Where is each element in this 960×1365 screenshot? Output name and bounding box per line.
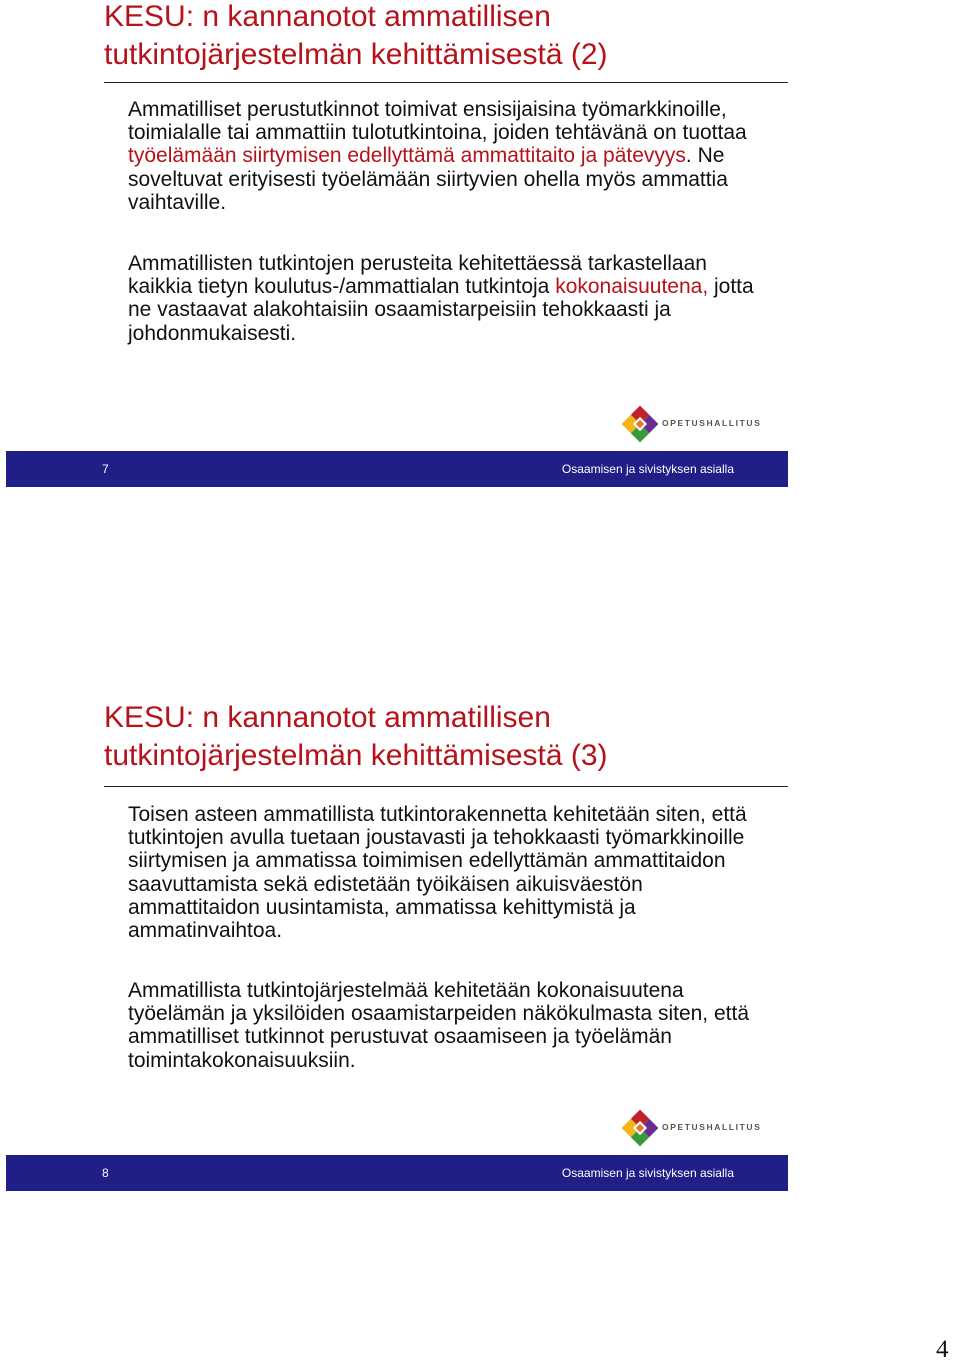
slide-7 <box>0 0 800 500</box>
opetushallitus-logo <box>620 1108 762 1152</box>
slide-footer <box>6 451 788 487</box>
title-divider <box>104 786 788 787</box>
footer-slogan: Osaamisen ja sivistyksen asialla <box>561 462 734 476</box>
highlight-text: kokonaisuutena, <box>555 275 709 299</box>
opetushallitus-diamond-icon <box>620 404 660 444</box>
paragraph-1: Toisen asteen ammatillista tutkintorakennetta kehitetään siten, että tutkintojen avulla tuetaan joustavasti ja tehokkaasti työmarkkinoille siirtymisen ja ammatissa toimimisen edellyttämän ammattitaidon saavuttamista sekä edistetään työikäisen aikuisväestön ammattitaidon uusintamista, ammatissa kehittymistä ja ammatinvaihtoa. <box>128 803 747 943</box>
paragraph-1: Ammatilliset perustutkinnot toimivat ensisijaisina työmarkkinoille, toimialalle tai ammattiin tulotutkintoina, joiden tehtävänä on tuottaa työelämään siirtymisen edellyttämä ammattitaito ja pätevyys. Ne soveltuvat erityisesti työelämään siirtyvien ohella myös ammattia vaihtaville. <box>128 98 747 214</box>
slide-title <box>104 0 794 74</box>
slide-number: 8 <box>102 1166 109 1180</box>
title-line-1: KESU: n kannanotot ammatillisen <box>104 0 551 33</box>
page-number: 4 <box>936 1336 949 1363</box>
highlight-text: työelämään siirtymisen edellyttämä ammattitaito ja pätevyys <box>128 144 686 168</box>
title-line-2: tutkintojärjestelmän kehittämisestä (3) <box>104 739 608 772</box>
slide-8 <box>0 702 800 1202</box>
logo-wordmark: OPETUSHALLITUS <box>662 418 762 428</box>
paragraph-2: Ammatillisten tutkintojen perusteita kehitettäessä tarkastellaan kaikkia tietyn koulutus-/ammattialan tutkintoja kokonaisuutena, jotta ne vastaavat alakohtaisiin osaamistarpeisiin tehokkaasti ja johdonmukaisesti. <box>128 252 754 345</box>
slide-number: 7 <box>102 462 109 476</box>
title-line-1: KESU: n kannanotot ammatillisen <box>104 701 551 734</box>
paragraph-2: Ammatillista tutkintojärjestelmää kehitetään kokonaisuutena työelämän ja yksilöiden osaamistarpeiden näkökulmasta siten, että ammatilliset tutkinnot perustuvat osaamiseen ja työelämän toimintakokonaisuuksiin. <box>128 979 750 1072</box>
footer-slogan: Osaamisen ja sivistyksen asialla <box>561 1166 734 1180</box>
slide-title <box>104 699 794 775</box>
slide-footer <box>6 1155 788 1191</box>
logo-wordmark: OPETUSHALLITUS <box>662 1122 762 1132</box>
title-divider <box>104 82 788 83</box>
opetushallitus-logo <box>620 404 762 448</box>
opetushallitus-diamond-icon <box>620 1108 660 1148</box>
title-line-2: tutkintojärjestelmän kehittämisestä (2) <box>104 38 608 71</box>
